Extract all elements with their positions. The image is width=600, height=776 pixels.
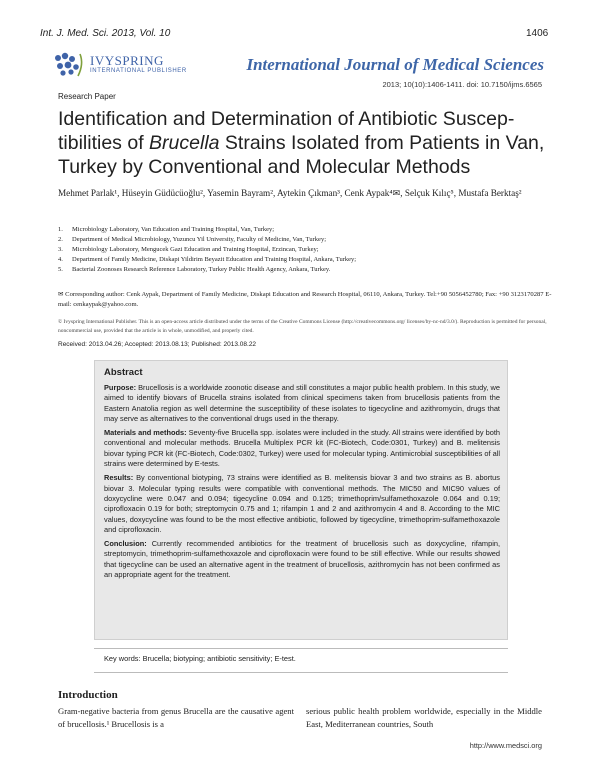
- affiliation-number: 4.: [58, 256, 63, 263]
- article-type: Research Paper: [58, 92, 116, 101]
- abstract-heading: Abstract: [104, 367, 143, 378]
- author-list: Mehmet Parlak¹, Hüseyin Güdücüoğlu², Yasemin Bayram², Aytekin Çıkman³, Cenk Aypak⁴✉, Selçuk Kılıç⁵, Mustafa Berktaş²: [58, 188, 522, 198]
- footer-link[interactable]: http://www.medsci.org: [469, 741, 542, 750]
- abstract-purpose: Purpose: Brucellosis is a worldwide zoonotic disease and still constitutes a major public health problem. In this study, we aimed to identify biovars of Brucella strains isolated from clinical specimens taken from brucellosis patients from the Eastern Anatolia region as well determine the susceptibility of these isolates to tigecycline and azithromycin, drugs that may serve as alternatives to the conventional drugs used in the therapy.: [104, 383, 500, 423]
- citation: 2013; 10(10):1406-1411. doi: 10.7150/ijms.6565: [382, 80, 542, 89]
- affiliation-text: Microbiology Laboratory, Van Education and Training Hospital, Van, Turkey;: [72, 226, 275, 233]
- section-heading-introduction: Introduction: [58, 689, 118, 701]
- divider: [94, 648, 508, 649]
- intro-column-left: Gram-negative bacteria from genus Brucella are the causative agent of brucellosis.¹ Brucellosis is a: [58, 706, 294, 729]
- divider: [94, 672, 508, 673]
- affiliation-number: 5.: [58, 266, 63, 273]
- publication-dates: Received: 2013.04.26; Accepted: 2013.08.13; Published: 2013.08.22: [58, 341, 257, 348]
- title-line-3: Turkey by Conventional and Molecular Methods: [58, 156, 471, 178]
- affiliation-text: Department of Medical Microbiology, Yuzuncu Yil University, Faculty of Medicine, Van, Turkey;: [72, 236, 326, 243]
- affiliation-number: 1.: [58, 226, 63, 233]
- affiliation-number: 2.: [58, 236, 63, 243]
- intro-column-right: serious public health problem worldwide, especially in the Middle East, Mediterranean countries, South: [306, 706, 542, 729]
- abstract-methods: Materials and methods: Seventy-five Brucella spp. isolates were included in the study. All strains were identified by both conventional and molecular methods. Brucella Multiplex PCR kit (FC-Biotech, Code:0301, Turkey) and B. melitensis biovar typing PCR kit (FC-Biotech, Code:0302, Turkey) were used for molecular typing. Antimicrobial susceptibilities of all strains were determined by E-tests.: [104, 428, 500, 469]
- running-header: Int. J. Med. Sci. 2013, Vol. 10: [40, 28, 171, 39]
- affiliation-text: Microbiology Laboratory, Mengucek Gazi Education and Training Hospital, Erzincan, Turkey;: [72, 246, 319, 253]
- affiliation-text: Bacterial Zoonoses Research Reference Laboratory, Turkey Public Health Agency, Ankara, Turkey.: [72, 266, 331, 273]
- title-line-2: tibilities of Brucella Strains Isolated from Patients in Van,: [58, 132, 545, 154]
- affiliation-item: [58, 225, 548, 235]
- page-number: 1406: [526, 28, 549, 39]
- license-notice: © Ivyspring International Publisher. This is an open-access article distributed under the terms of the Creative Commons License (http://creativecommons.org/ licenses/by-nc-nd/3.0/). Reproduction is permitted for personal, noncommercial use, provided that the article is in whole, unmodified, and properly cited.: [58, 319, 547, 334]
- affiliation-item: [58, 245, 548, 255]
- publisher-subtitle: INTERNATIONAL PUBLISHER: [90, 68, 187, 74]
- affiliation-item: [58, 255, 548, 265]
- corresponding-author: ✉ Corresponding author: Cenk Aypak, Department of Family Medicine, Diskapi Education and Research Hospital, 06110, Ankara, Turkey. Tel:+90 5056452780; Fax: +90 3123170287 E-mail: cenkaypak@yahoo.com.: [58, 291, 552, 308]
- title-line-1: Identification and Determination of Antibiotic Suscep-: [58, 108, 515, 130]
- article-title: [58, 107, 548, 179]
- affiliation-item: [58, 265, 548, 275]
- abstract-conclusion: Conclusion: Currently recommended antibiotics for the treatment of brucellosis such as doxycycline, rifampin, streptomycin, trimethoprim-sulfamethoxazole and ciprofloxacin were found to be still effective. While our results showed that tigecycline can be used an alternative agent in the treatment of brucellosis, azithromycin has not been confirmed as an appropriate agent for the treatment.: [104, 539, 500, 580]
- publisher-name: IVYSPRING: [90, 53, 164, 68]
- affiliation-item: [58, 235, 548, 245]
- abstract-body: [104, 383, 500, 584]
- ivyspring-logo-icon: [52, 50, 88, 78]
- abstract-results: Results: By conventional biotyping, 73 strains were identified as B. melitensis biovar 3 and two strains as B. abortus biovar 3. Molecular typing results were compatible with conventional methods. The MIC50 and MIC90 values of doxycycline were 0.047 and 0.094; tigecycline 0.094 and 0.125; trimethoprim/sulfamethoxazole 0.064 and 0.19; ciprofloxacin 0.19 for both; streptomycin 0.75 and 1; rifampin 1 and 2 and azithromycin 4 and 8. According to the MIC values, doxycycline was found to be the most effective antibiotic, followed by tigecycline, trimethoprim-sulfamethoxazole and ciprofloxacin.: [104, 473, 500, 534]
- journal-name: International Journal of Medical Sciences: [246, 55, 544, 74]
- affiliation-list: [58, 225, 548, 275]
- affiliation-text: Department of Family Medicine, Diskapi Yildirim Beyazit Education and Training Hospital, Ankara, Turkey;: [72, 256, 357, 263]
- keywords: Key words: Brucella; biotyping; antibiotic sensitivity; E-test.: [104, 654, 296, 663]
- affiliation-number: 3.: [58, 246, 63, 253]
